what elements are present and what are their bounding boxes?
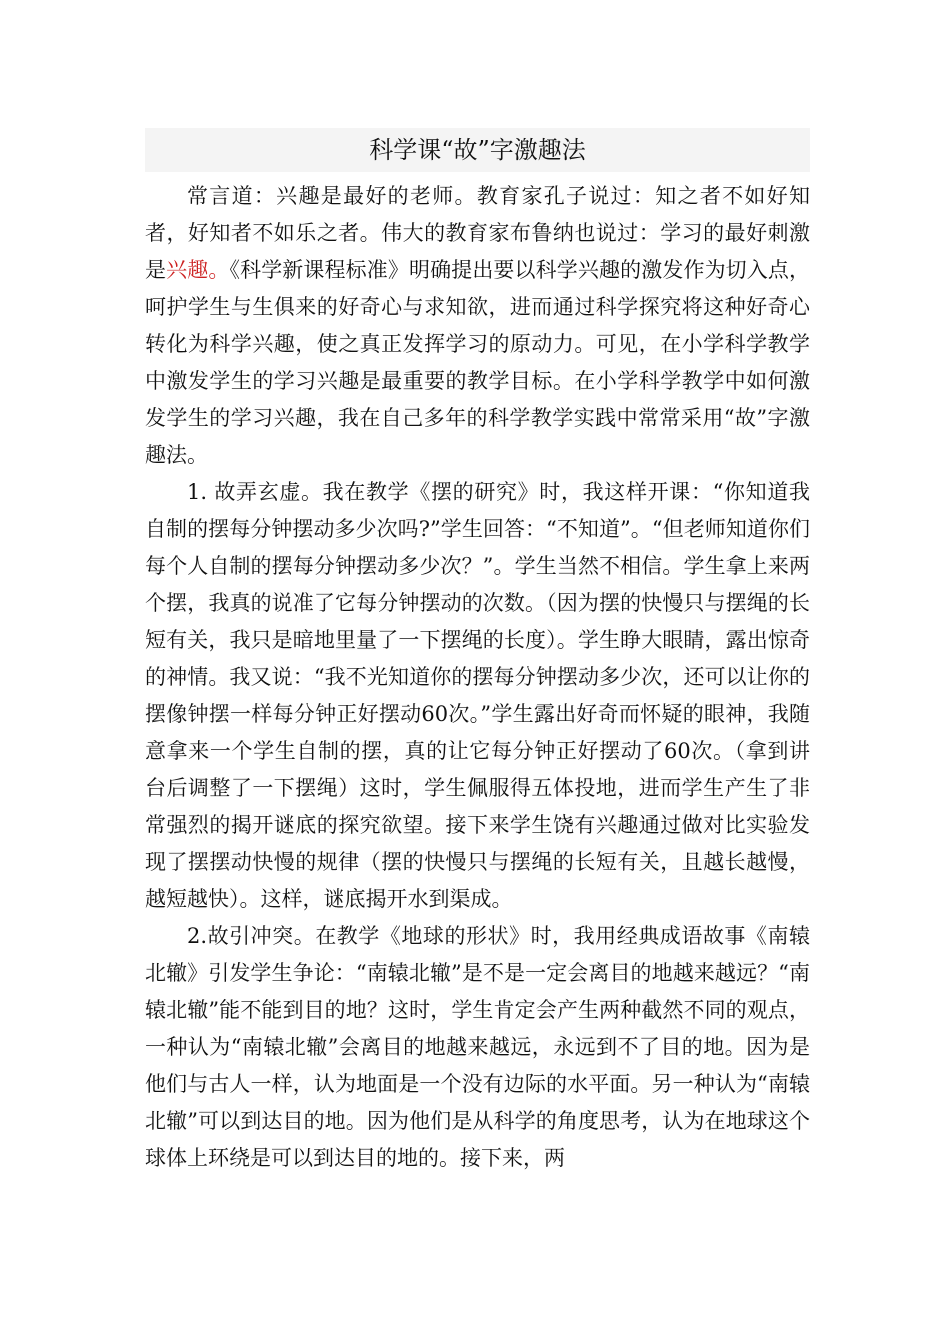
intro-paragraph [145,178,810,474]
section-2-paragraph: 2.故引冲突。在教学《地球的形状》时，我用经典成语故事《南辕北辙》引发学生争论：“南辕北辙”是不是一定会离目的地越来越远？“南辕北辙”能不能到目的地？这时，学生肯定会产生两种截然不同的观点，一种认为“南辕北辙”会离目的地越来越远，永远到不了目的地。因为是他们与古人一样，认为地面是一个没有边际的水平面。另一种认为“南辕北辙”可以到达目的地。因为他们是从科学的角度思考，认为在地球这个球体上环绕是可以到达目的地的。接下来，两 [145,924,810,1170]
intro-highlight: 兴趣。 [166,258,230,282]
document-body [145,128,810,1177]
intro-text-part1: 常言道：兴趣是最好的老师。教育家孔子说过：知之者不如好知者，好知者不如乐之者。伟大的教育家布鲁纳也说过：学习的最好刺激是 [145,184,810,282]
section-1-paragraph: 1. 故弄玄虚。我在教学《摆的研究》时，我这样开课：“你知道我自制的摆每分钟摆动多少次吗?”学生回答：“不知道”。“但老师知道你们每个人自制的摆每分钟摆动多少次？”。学生当然不相信。学生拿上来两个摆，我真的说准了它每分钟摆动的次数。（因为摆的快慢只与摆绳的长短有关，我只是暗地里量了一下摆绳的长度）。学生睁大眼睛，露出惊奇的神情。我又说：“我不光知道你的摆每分钟摆动多少次，还可以让你的摆像钟摆一样每分钟正好摆动60次。”学生露出好奇而怀疑的眼神，我随意拿来一个学生自制的摆，真的让它每分钟正好摆动了60次。（拿到讲台后调整了一下摆绳）这时，学生佩服得五体投地，进而学生产生了非常强烈的揭开谜底的探究欲望。接下来学生饶有兴趣通过做对比实验发现了摆摆动快慢的规律（摆的快慢只与摆绳的长短有关，且越长越慢，越短越快）。这样，谜底揭开水到渠成。 [145,480,810,911]
intro-text-part2: 《科学新课程标准》明确提出要以科学兴趣的激发作为切入点，呵护学生与生俱来的好奇心与求知欲，进而通过科学探究将这种好奇心转化为科学兴趣，使之真正发挥学习的原动力。可见，在小学科学教学中激发学生的学习兴趣是最重要的教学目标。在小学科学教学中如何激发学生的学习兴趣，我在自己多年的科学教学实践中常常采用“故”字激趣法。 [145,258,811,467]
document-title: 科学课“故”字激趣法 [145,128,810,172]
